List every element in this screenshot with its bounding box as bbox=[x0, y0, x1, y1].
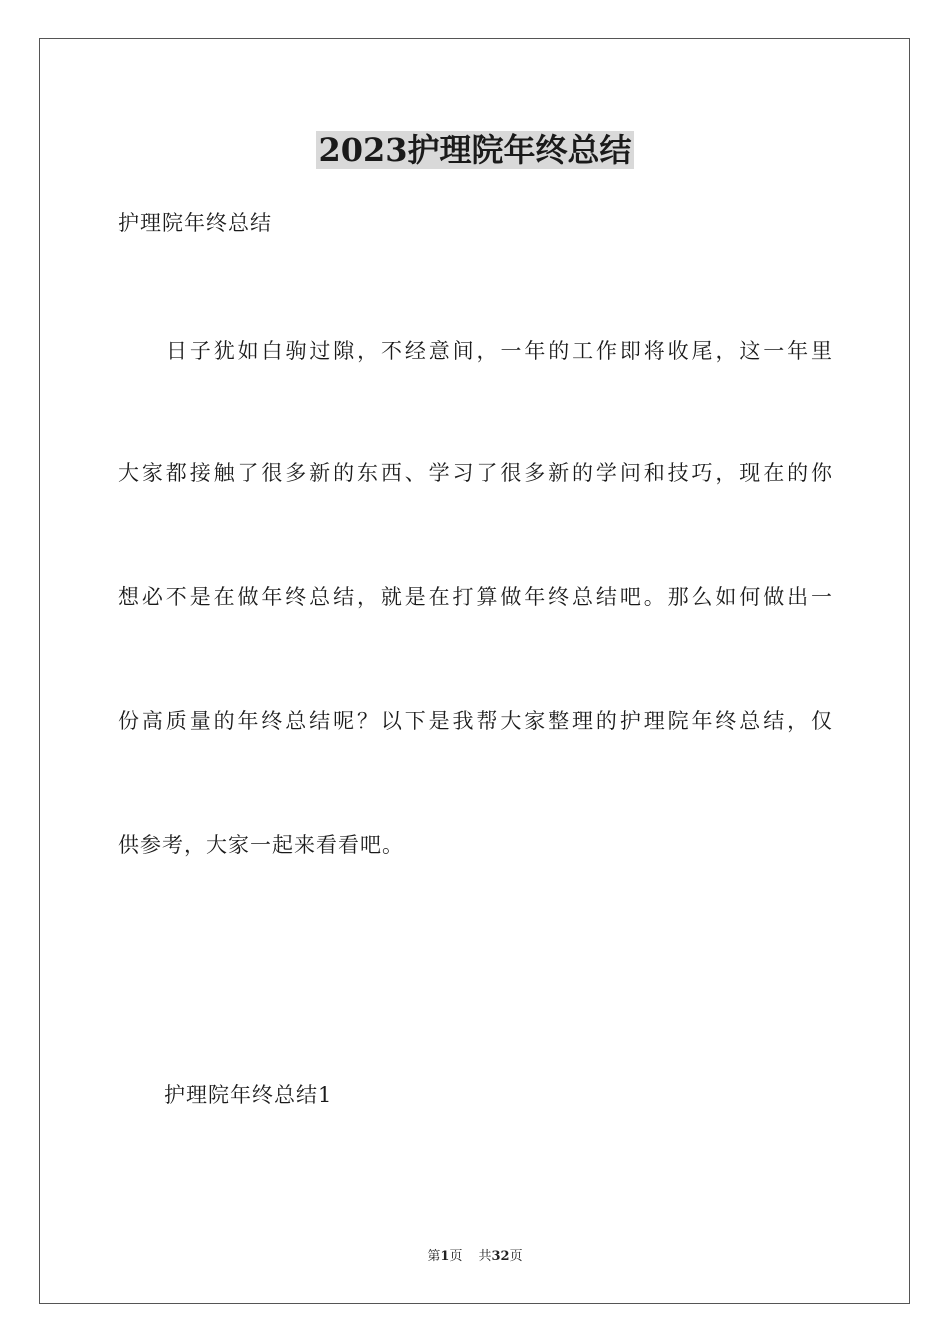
total-pages: 32 bbox=[491, 1249, 510, 1264]
page-footer bbox=[0, 1248, 950, 1266]
document-title-text: 2023护理院年终总结 bbox=[318, 131, 632, 169]
page-number: 1 bbox=[440, 1249, 450, 1264]
total-prefix: 共 bbox=[478, 1249, 492, 1264]
paragraph-line: 供参考，大家一起来看看吧。 bbox=[118, 833, 404, 857]
page-suffix: 页 bbox=[449, 1249, 463, 1264]
section-heading: 护理院年终总结1 bbox=[164, 1083, 333, 1107]
document-subtitle: 护理院年终总结 bbox=[118, 211, 272, 235]
document-title bbox=[0, 128, 950, 172]
paragraph-line: 大家都接触了很多新的东西、学习了很多新的学问和技巧，现在的你 bbox=[118, 461, 832, 485]
paragraph-line: 日子犹如白驹过隙，不经意间，一年的工作即将收尾，这一年里 bbox=[166, 339, 832, 363]
page-prefix: 第 bbox=[427, 1249, 441, 1264]
paragraph-line: 份高质量的年终总结呢？以下是我帮大家整理的护理院年终总结，仅 bbox=[118, 709, 832, 733]
total-suffix: 页 bbox=[509, 1249, 523, 1264]
paragraph-line: 想必不是在做年终总结，就是在打算做年终总结吧。那么如何做出一 bbox=[118, 585, 832, 609]
